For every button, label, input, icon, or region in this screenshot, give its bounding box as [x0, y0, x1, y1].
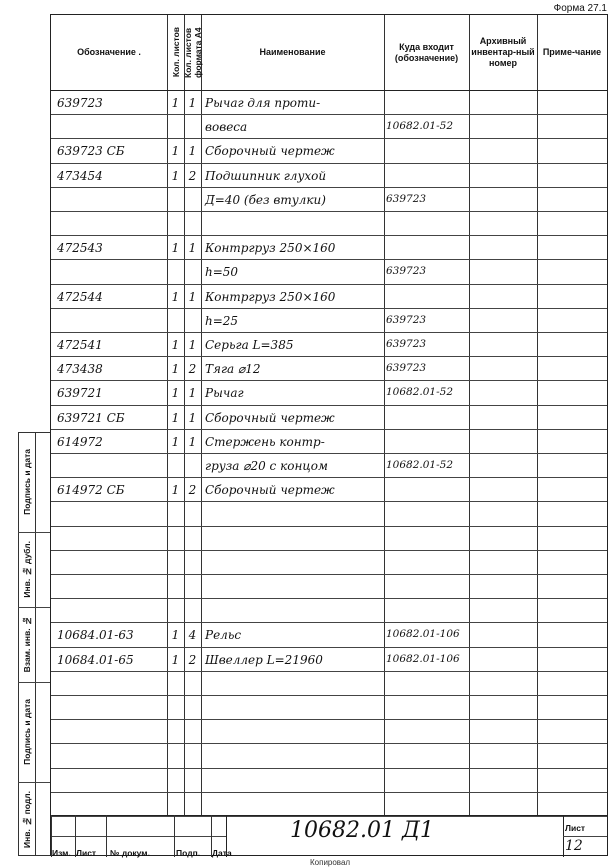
tb-sheet-label: Лист — [565, 823, 586, 833]
cell-sheet-count-a4: 2 — [188, 652, 197, 667]
title-block-line — [563, 836, 607, 837]
cell-name: Рычаг — [205, 386, 244, 401]
cell-sheet-count: 1 — [171, 483, 180, 498]
title-block-line — [51, 836, 226, 837]
cell-name: Рычаг для проти- — [205, 96, 321, 110]
cell-designation: 614972 СБ — [57, 483, 125, 498]
cell-sheet-count: 1 — [171, 410, 180, 425]
cell-sheet-count: 1 — [171, 144, 180, 159]
tb-list: Лист — [76, 848, 97, 858]
cell-name: Сборочный чертеж — [205, 144, 335, 159]
tb-doc-no: № докум. — [110, 848, 150, 858]
cell-name: вовеса — [205, 120, 248, 135]
row-line — [51, 598, 607, 599]
margin-label-sign-date: Подпись и дата — [22, 449, 32, 515]
cell-sheet-count: 1 — [171, 652, 180, 667]
cell-sheet-count-a4: 1 — [188, 338, 197, 352]
cell-sheet-count: 1 — [171, 168, 180, 183]
sheet-number: 12 — [565, 838, 583, 854]
cell-where-used: 639723 — [386, 338, 427, 350]
cell-designation: 639723 — [57, 96, 103, 110]
tb-col — [106, 815, 107, 857]
row-line — [51, 308, 607, 309]
cell-name: h=50 — [205, 265, 239, 280]
header-where-used: Куда входит (обозначение) — [394, 41, 459, 63]
row-line — [51, 356, 607, 357]
cell-designation: 10684.01-65 — [57, 652, 134, 667]
row-line — [51, 574, 607, 575]
cell-name: Стержень контр- — [205, 434, 325, 449]
row-line — [51, 405, 607, 406]
cell-sheet-count-a4: 2 — [188, 168, 197, 183]
cell-where-used: 10682.01-106 — [386, 652, 460, 665]
cell-sheet-count-a4: 1 — [188, 410, 197, 425]
cell-name: Тяга ⌀12 — [205, 362, 261, 377]
row-line — [51, 163, 607, 164]
cell-sheet-count-a4: 1 — [188, 96, 197, 110]
cell-sheet-count: 1 — [171, 338, 180, 352]
row-line — [51, 647, 607, 648]
cell-name: Сборочный чертеж — [205, 483, 335, 498]
margin-label-sign-date: Подпись и дата — [22, 699, 32, 765]
cell-name: Рельс — [205, 628, 242, 643]
cell-sheet-count: 1 — [171, 96, 180, 110]
cell-designation: 614972 — [57, 434, 103, 449]
cell-designation: 472541 — [57, 338, 103, 352]
row-line — [51, 429, 607, 430]
cell-name: Контргруз 250×160 — [205, 241, 336, 256]
cell-where-used: 10682.01-52 — [386, 459, 454, 471]
row-line — [51, 453, 607, 454]
cell-designation: 10684.01-63 — [57, 628, 134, 643]
header-note: Приме-чание — [542, 47, 602, 57]
cell-name: Д=40 (без втулки) — [205, 192, 326, 207]
cell-sheet-count-a4: 1 — [188, 434, 197, 449]
cell-where-used: 10682.01-52 — [386, 386, 454, 399]
cell-sheet-count: 1 — [171, 289, 180, 304]
row-line — [51, 816, 607, 817]
cell-name: Серьга L=385 — [205, 338, 294, 352]
tb-izm: Изм. — [52, 848, 71, 858]
tb-date: Дата — [212, 848, 232, 858]
row-line — [51, 743, 607, 744]
cell-name: Сборочный чертеж — [205, 410, 335, 425]
cell-sheet-count-a4: 1 — [188, 386, 197, 401]
row-line — [51, 211, 607, 212]
row-line — [51, 792, 607, 793]
cell-designation: 472544 — [57, 289, 103, 304]
margin-label-inv-dup: Инв. № дубл. — [22, 541, 32, 598]
margin-label-inv-orig: Инв. № подл. — [22, 790, 32, 848]
cell-sheet-count-a4: 4 — [188, 628, 197, 643]
form-label: Форма 27.1 — [553, 3, 607, 14]
cell-name: h=25 — [205, 313, 239, 328]
row-line — [51, 671, 607, 672]
row-line — [51, 695, 607, 696]
cell-sheet-count: 1 — [171, 434, 180, 449]
footer-note: Копировал — [310, 858, 351, 867]
cell-designation: 473438 — [57, 362, 103, 377]
cell-name: Швеллер L=21960 — [205, 652, 323, 667]
header-archive-number: Архивный инвентар-ный номер — [471, 36, 535, 68]
cell-sheet-count-a4: 1 — [188, 144, 197, 159]
row-line — [51, 622, 607, 623]
spec-sheet — [50, 14, 608, 856]
document-code: 10682.01 Д1 — [290, 818, 434, 843]
header-divider — [51, 90, 607, 91]
row-line — [51, 550, 607, 551]
cell-sheet-count-a4: 2 — [188, 362, 197, 377]
row-line — [51, 768, 607, 769]
row-line — [51, 114, 607, 115]
cell-where-used: 10682.01-106 — [386, 628, 460, 641]
cell-sheet-count-a4: 1 — [188, 289, 197, 304]
cell-sheet-count-a4: 2 — [188, 483, 197, 498]
cell-where-used: 639723 — [386, 362, 427, 375]
row-line — [51, 235, 607, 236]
cell-sheet-count: 1 — [171, 241, 180, 256]
cell-sheet-count: 1 — [171, 386, 180, 401]
cell-designation: 473454 — [57, 168, 103, 183]
row-line — [51, 332, 607, 333]
row-line — [51, 187, 607, 188]
cell-where-used: 639723 — [386, 192, 427, 205]
cell-where-used: 639723 — [386, 265, 427, 278]
row-line — [51, 526, 607, 527]
row-line — [51, 138, 607, 139]
tb-col — [174, 815, 175, 857]
cell-designation: 639723 СБ — [57, 144, 125, 159]
row-line — [51, 284, 607, 285]
header-sheet-count-a4: Кол. листов формата А4 — [182, 27, 203, 78]
cell-name: Подшипник глухой — [205, 168, 327, 183]
cell-name: Контргруз 250×160 — [205, 289, 336, 304]
header-name: Наименование — [259, 47, 326, 57]
title-block-divider — [51, 815, 607, 816]
cell-where-used: 10682.01-52 — [386, 120, 454, 133]
row-line — [51, 259, 607, 260]
cell-designation: 639721 — [57, 386, 103, 401]
cell-where-used: 639723 — [386, 313, 427, 326]
row-line — [51, 477, 607, 478]
cell-designation: 472543 — [57, 241, 103, 256]
header-sheet-count: Кол. листов — [170, 27, 181, 78]
cell-sheet-count: 1 — [171, 362, 180, 377]
cell-designation: 639721 СБ — [57, 410, 125, 425]
margin-label-vzam-inv: Взам. инв. № — [22, 616, 32, 673]
row-line — [51, 380, 607, 381]
cell-sheet-count-a4: 1 — [188, 241, 197, 256]
row-line — [51, 719, 607, 720]
cell-sheet-count: 1 — [171, 628, 180, 643]
cell-name: груза ⌀20 с концом — [205, 459, 328, 473]
header-designation: Обозначение . — [77, 47, 141, 57]
row-line — [51, 501, 607, 502]
tb-sign: Подп. — [176, 848, 201, 858]
